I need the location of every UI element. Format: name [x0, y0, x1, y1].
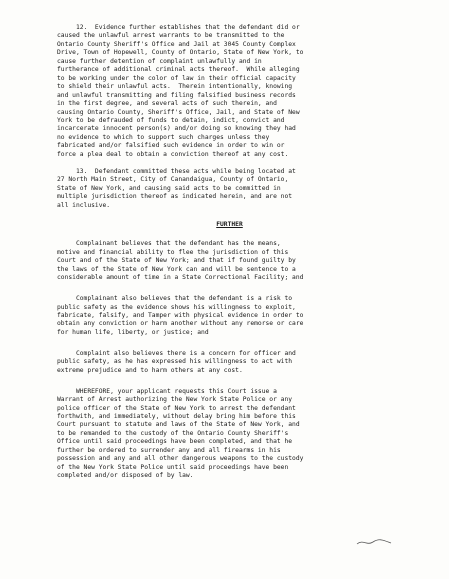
- text-line: Warrant of Arrest authorizing the New York State Police or any: [57, 396, 293, 404]
- text-line: possession and any and all other dangerous weapons to the custody: [57, 455, 304, 463]
- paragraph-officer-safety: [57, 350, 402, 375]
- section-heading-further: FURTHER: [216, 220, 243, 228]
- text-line: no evidence to which to support such charges unless they: [57, 133, 270, 141]
- paragraph-12: [57, 24, 402, 159]
- text-line: 27 North Main Street, City of Canandaigua, County of Ontario,: [57, 176, 289, 184]
- text-line: all inclusive.: [57, 201, 111, 209]
- text-line: motive and financial ability to flee the jurisdiction of this: [57, 248, 289, 256]
- text-line: Complainant believes that the defendant has the means,: [57, 240, 281, 248]
- text-line: 13. Defendant committed these acts while being located at: [57, 167, 296, 175]
- text-line: the laws of the State of New York can and will be sentence to a: [57, 265, 296, 273]
- text-line: forthwith, and immediately, without delay bring him before this: [57, 412, 296, 420]
- text-line: force a plea deal to obtain a conviction thereof at any cost.: [57, 150, 289, 158]
- text-line: and unlawful transmitting and filing falsified business records: [57, 91, 296, 99]
- text-line: multiple jurisdiction thereof as indicated herein, and are not: [57, 193, 293, 201]
- text-line: further be ordered to surrender any and all firearms in his: [57, 446, 281, 454]
- text-line: incarcerate innocent person(s) and/or doing so knowing they had: [57, 125, 296, 133]
- text-line: caused the unlawful arrest warrants to be transmitted to the: [57, 32, 285, 40]
- text-line: York to be defrauded of funds to detain, indict, convict and: [57, 116, 285, 124]
- text-line: fabricate, falsify, and Tamper with physical evidence in order to: [57, 312, 304, 320]
- text-line: Complaint also believes there is a concern for officer and: [57, 349, 296, 357]
- text-line: WHEREFORE, your applicant requests this Court issue a: [57, 387, 277, 395]
- text-line: to be remanded to the custody of the Ontario County Sheriff's: [57, 429, 289, 437]
- text-line: Ontario County Sheriff's Office and Jail at 3045 County Complex: [57, 40, 296, 48]
- document-body: [57, 24, 402, 489]
- text-line: completed and/or disposed of by law.: [57, 472, 194, 480]
- text-line: causing Ontario County, Sheriff's Office, Jail, and State of New: [57, 108, 300, 116]
- paragraph-13: [57, 168, 402, 210]
- paragraph-flight-risk: [57, 240, 402, 282]
- text-line: extreme prejudice and to harm others at any cost.: [57, 366, 243, 374]
- text-line: public safety as the evidence shows his willingness to exploit,: [57, 303, 296, 311]
- text-line: police officer of the State of New York to arrest the defendant: [57, 404, 296, 412]
- text-line: Complainant also believes that the defendant is a risk to: [57, 295, 293, 303]
- text-line: fabricated and/or falsified such evidence in order to win or: [57, 142, 285, 150]
- text-line: 12. Evidence further establishes that the defendant did or: [57, 24, 300, 31]
- text-line: furtherance of additional criminal acts thereof. While alleging: [57, 66, 300, 74]
- text-line: to shield their unlawful acts. Therein intentionally, knowing: [57, 83, 293, 91]
- text-line: Office until said proceedings have been completed, and that he: [57, 438, 293, 446]
- text-line: cause further detention of complaint unlawfully and in: [57, 57, 262, 65]
- text-line: in the first degree, and several acts of such therein, and: [57, 100, 277, 108]
- text-line: Drive, Town of Hopewell, County of Ontario, State of New York, to: [57, 49, 304, 57]
- text-line: obtain any conviction or harm another without any remorse or care: [57, 320, 304, 328]
- text-line: considerable amount of time in a State Correctional Facility; and: [57, 274, 304, 282]
- text-line: for human life, liberty, or justice; and: [57, 328, 209, 336]
- text-line: Court pursuant to statute and laws of the State of New York, and: [57, 421, 300, 429]
- handwritten-mark-icon: [355, 537, 395, 547]
- text-line: to be working under the color of law in their official capacity: [57, 74, 296, 82]
- text-line: Court and of the State of New York; and that if found guilty by: [57, 257, 296, 265]
- text-line: State of New York, and causing said acts to be committed in: [57, 184, 281, 192]
- text-line: of the New York State Police until said proceedings have been: [57, 463, 289, 471]
- text-line: public safety, as he has expressed his willingness to act with: [57, 358, 293, 366]
- paragraph-public-safety-risk: [57, 295, 402, 337]
- paragraph-wherefore: [57, 388, 402, 481]
